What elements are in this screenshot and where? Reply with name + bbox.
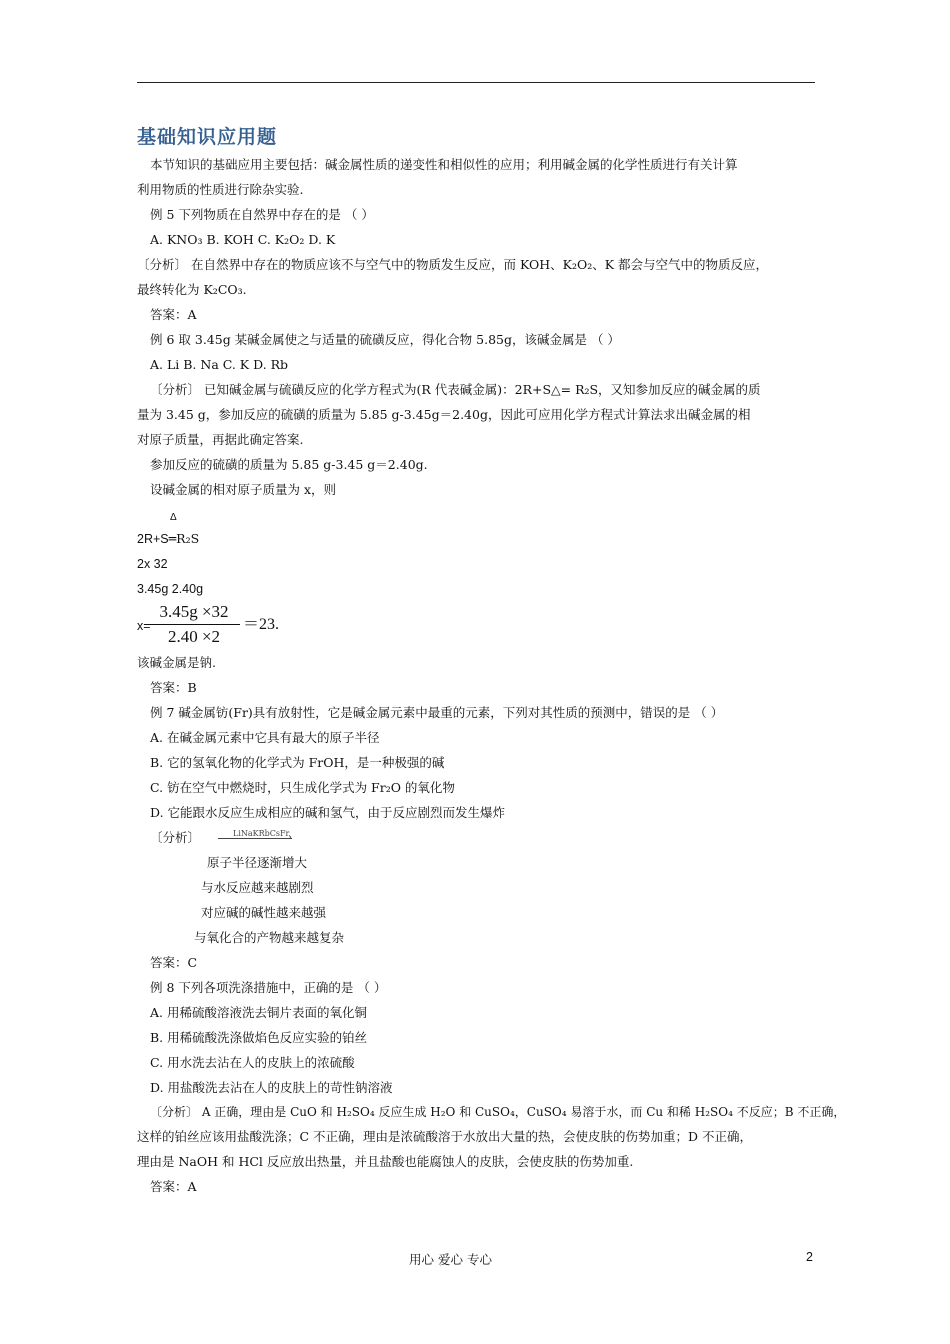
arrow-right-icon: › [288,832,292,843]
ex6-calc-1: 参加反应的硫磺的质量为 5.85 g-3.45 g＝2.40g. [150,457,428,472]
ex7-option-d: D. 它能跟水反应生成相应的碱和氢气，由于反应剧烈而发生爆炸 [150,805,506,820]
ex7-trend-arrow [218,838,292,839]
ex7-analysis-label: 〔分析〕 [150,830,201,845]
ex5-question: 例 5 下列物质在自然界中存在的是 （ ） [150,207,374,222]
ex6-analysis-2: 量为 3.45 g，参加反应的硫磺的质量为 5.85 g-3.45g＝2.40g，因此可应用化学方程式计算法求出碱金属的相 [137,407,751,422]
ex6-analysis-3: 对原子质量，再据此确定答案. [137,432,304,447]
ex8-answer: 答案：A [150,1179,197,1194]
ex8-option-d: D. 用盐酸洗去沾在人的皮肤上的苛性钠溶液 [150,1080,393,1095]
ex6-frac-result: ＝23. [243,616,280,633]
ex8-option-a: A. 用稀硫酸溶液洗去铜片表面的氧化铜 [150,1005,367,1020]
ex6-delta: Δ [170,512,177,523]
footer-motto: 用心 爱心 专心 [409,1252,492,1267]
page-number: 2 [806,1250,813,1264]
ex7-option-c: C. 钫在空气中燃烧时，只生成化学式为 Fr₂O 的氧化物 [150,780,455,795]
ex6-eq-right: R₂S [176,531,200,546]
ex6-equation [137,531,199,547]
ex8-question: 例 8 下列各项洗涤措施中，正确的是 （ ） [150,980,387,995]
ex8-analysis-2: 这样的铂丝应该用盐酸洗涤；C 不正确，理由是浓硫酸溶于水放出大量的热，会使皮肤的伤势加重；D 不正确， [137,1129,753,1144]
ex6-x-label: x= [137,619,151,633]
ex8-analysis-1: 〔分析〕 A 正确，理由是 CuO 和 H₂SO₄ 反应生成 H₂O 和 CuSO₄，CuSO₄ 易溶于水，而 Cu 和稀 H₂SO₄ 不反应；B 不正确， [150,1105,846,1119]
ex6-analysis-1: 〔分析〕 已知碱金属与硫磺反应的化学方程式为(R 代表碱金属)：2R+S△= R₂S，又知参加反应的碱金属的质 [150,382,761,397]
ex6-answer: 答案：B [150,680,197,695]
ex5-answer: 答案：A [150,307,197,322]
ex7-trend-2: 与水反应越来越剧烈 [201,880,314,895]
ex6-conclusion: 该碱金属是钠. [137,655,216,670]
header-rule [137,82,815,83]
ex8-option-c: C. 用水洗去沾在人的皮肤上的浓硫酸 [150,1055,355,1070]
ex7-option-b: B. 它的氢氧化物的化学式为 FrOH，是一种极强的碱 [150,755,445,770]
ex7-question: 例 7 碱金属钫(Fr)具有放射性，它是碱金属元素中最重的元素，下列对其性质的预测中，错误的是 （ ） [150,705,724,720]
intro-line-2: 利用物质的性质进行除杂实验. [137,182,304,197]
ex6-row-1: 2x 32 [137,557,168,571]
ex7-answer: 答案：C [150,955,198,970]
ex7-trend-4: 与氧化合的产物越来越复杂 [194,930,345,945]
ex8-analysis-3: 理由是 NaOH 和 HCl 反应放出热量，并且盐酸也能腐蚀人的皮肤，会使皮肤的伤势加重. [137,1154,634,1169]
ex5-options: A. KNO₃ B. KOH C. K₂O₂ D. K [150,232,336,247]
intro-line-1: 本节知识的基础应用主要包括：碱金属性质的递变性和相似性的应用；利用碱金属的化学性质进行有关计算 [150,157,738,172]
ex6-row-2: 3.45g 2.40g [137,582,204,596]
ex8-option-b: B. 用稀硫酸洗涤做焰色反应实验的铂丝 [150,1030,368,1045]
ex5-analysis-1: 〔分析〕 在自然界中存在的物质应该不与空气中的物质发生反应，而 KOH、K₂O₂、K 都会与空气中的物质反应， [137,257,769,272]
ex5-analysis-2: 最终转化为 K₂CO₃. [137,282,247,297]
ex6-calc-2: 设碱金属的相对原子质量为 x，则 [150,482,337,497]
ex6-eq-sign: ═ [168,531,177,546]
ex7-trend-3: 对应碱的碱性越来越强 [201,905,327,920]
ex6-frac-denominator: 2.40 ×2 [167,627,221,646]
ex6-frac-numerator: 3.45g ×32 [148,602,240,625]
ex7-option-a: A. 在碱金属元素中它具有最大的原子半径 [150,730,380,745]
ex6-options: A. Li B. Na C. K D. Rb [150,357,289,372]
ex6-question: 例 6 取 3.45g 某碱金属使之与适量的硫磺反应，得化合物 5.85g，该碱金属是 （ ） [150,332,620,347]
ex6-eq-left: 2R+S [137,532,169,546]
ex6-fraction [148,602,240,647]
ex7-trend-sequence: LiNaKRbCsFr [233,829,290,838]
section-heading: 基础知识应用题 [137,126,278,148]
ex7-trend-1: 原子半径逐渐增大 [207,855,308,870]
